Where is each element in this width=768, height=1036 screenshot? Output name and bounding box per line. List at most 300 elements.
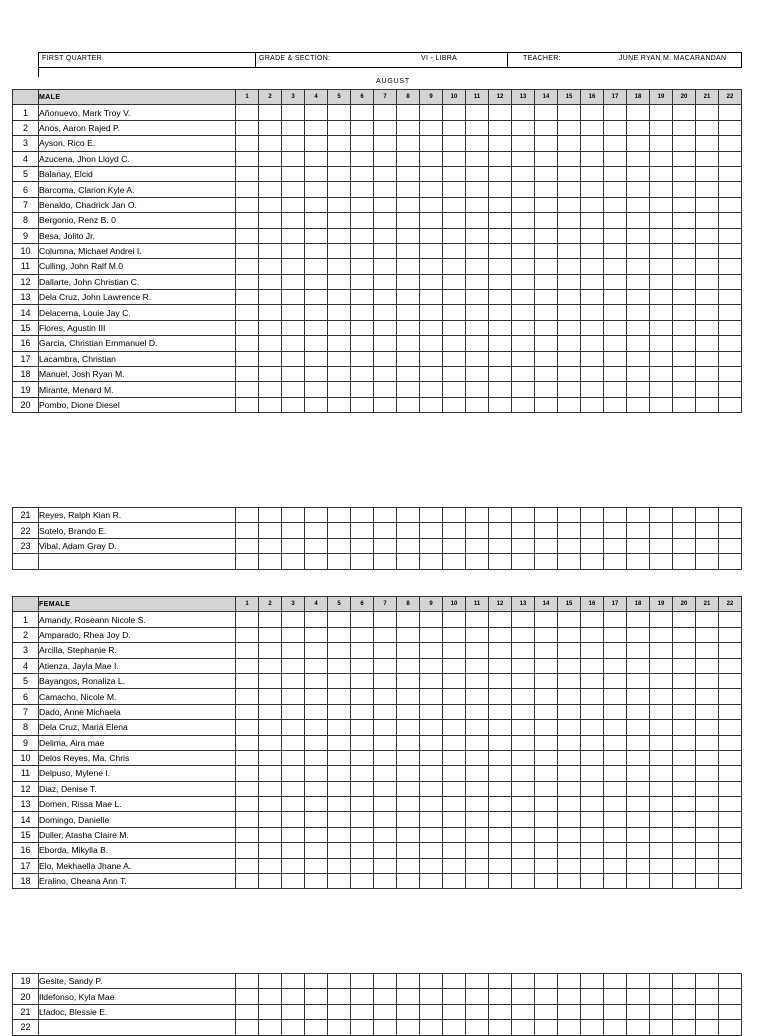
attendance-cell — [305, 290, 328, 305]
student-number: 19 — [13, 974, 39, 989]
attendance-cell — [604, 228, 627, 243]
attendance-cell — [719, 151, 742, 166]
attendance-cell — [581, 336, 604, 351]
attendance-cell — [236, 274, 259, 289]
attendance-cell — [627, 1020, 650, 1035]
attendance-cell — [443, 627, 466, 642]
attendance-cell — [374, 320, 397, 335]
student-name: Atienza, Jayla Mae I. — [39, 658, 236, 673]
attendance-cell — [374, 274, 397, 289]
attendance-cell — [282, 750, 305, 765]
attendance-cell — [604, 105, 627, 120]
day-header: 1 — [236, 90, 259, 105]
attendance-cell — [535, 367, 558, 382]
attendance-cell — [374, 382, 397, 397]
attendance-cell — [443, 673, 466, 688]
attendance-cell — [374, 182, 397, 197]
table-row — [13, 858, 742, 873]
attendance-cell — [512, 120, 535, 135]
attendance-cell — [489, 508, 512, 523]
attendance-cell — [558, 367, 581, 382]
header-divider — [255, 53, 256, 67]
attendance-cell — [581, 228, 604, 243]
student-name: Delos Reyes, Ma. Chris — [39, 750, 236, 765]
attendance-cell — [397, 781, 420, 796]
student-name: Mirante, Menard M. — [39, 382, 236, 397]
day-header: 3 — [282, 597, 305, 612]
attendance-cell — [305, 797, 328, 812]
attendance-cell — [397, 989, 420, 1004]
attendance-cell — [696, 974, 719, 989]
attendance-cell — [581, 1004, 604, 1019]
attendance-cell — [673, 213, 696, 228]
attendance-cell — [650, 105, 673, 120]
attendance-cell — [374, 766, 397, 781]
attendance-cell — [374, 827, 397, 842]
table-row — [13, 720, 742, 735]
attendance-cell — [420, 290, 443, 305]
attendance-cell — [535, 538, 558, 553]
student-name: Balanay, Elcid — [39, 166, 236, 181]
attendance-cell — [420, 704, 443, 719]
student-name: Reyes, Ralph Kian R. — [39, 508, 236, 523]
attendance-cell — [512, 827, 535, 842]
student-number: 12 — [13, 781, 39, 796]
attendance-cell — [650, 151, 673, 166]
attendance-cell — [512, 781, 535, 796]
attendance-cell — [420, 136, 443, 151]
attendance-cell — [466, 874, 489, 889]
attendance-cell — [236, 704, 259, 719]
attendance-cell — [558, 858, 581, 873]
attendance-cell — [719, 336, 742, 351]
table-row — [13, 843, 742, 858]
attendance-cell — [535, 673, 558, 688]
attendance-cell — [558, 305, 581, 320]
day-header: 12 — [489, 597, 512, 612]
attendance-cell — [259, 750, 282, 765]
attendance-cell — [282, 523, 305, 538]
attendance-cell — [650, 1004, 673, 1019]
attendance-cell — [719, 1004, 742, 1019]
day-header: 19 — [650, 90, 673, 105]
attendance-cell — [558, 538, 581, 553]
attendance-cell — [558, 812, 581, 827]
attendance-cell — [604, 735, 627, 750]
attendance-cell — [696, 689, 719, 704]
attendance-cell — [581, 367, 604, 382]
attendance-cell — [581, 766, 604, 781]
table-row — [13, 166, 742, 181]
attendance-cell — [443, 1004, 466, 1019]
attendance-cell — [282, 627, 305, 642]
student-name: Domen, Rissa Mae L. — [39, 797, 236, 812]
attendance-cell — [466, 750, 489, 765]
attendance-cell — [236, 508, 259, 523]
attendance-cell — [627, 554, 650, 569]
attendance-cell — [604, 382, 627, 397]
attendance-cell — [305, 658, 328, 673]
attendance-cell — [282, 243, 305, 258]
attendance-cell — [696, 120, 719, 135]
day-header: 9 — [420, 90, 443, 105]
attendance-cell — [466, 797, 489, 812]
attendance-cell — [489, 397, 512, 412]
attendance-cell — [604, 989, 627, 1004]
attendance-cell — [696, 305, 719, 320]
attendance-cell — [489, 643, 512, 658]
attendance-cell — [719, 735, 742, 750]
attendance-cell — [558, 336, 581, 351]
attendance-cell — [397, 766, 420, 781]
attendance-cell — [604, 320, 627, 335]
attendance-cell — [673, 612, 696, 627]
attendance-cell — [236, 305, 259, 320]
attendance-cell — [236, 336, 259, 351]
attendance-cell — [650, 658, 673, 673]
student-number: 13 — [13, 797, 39, 812]
attendance-cell — [489, 538, 512, 553]
attendance-cell — [627, 320, 650, 335]
attendance-cell — [512, 105, 535, 120]
attendance-cell — [604, 151, 627, 166]
attendance-cell — [512, 197, 535, 212]
attendance-cell — [351, 704, 374, 719]
attendance-cell — [374, 213, 397, 228]
attendance-cell — [466, 105, 489, 120]
attendance-cell — [627, 843, 650, 858]
attendance-cell — [305, 243, 328, 258]
day-header: 11 — [466, 90, 489, 105]
attendance-cell — [259, 320, 282, 335]
attendance-cell — [420, 197, 443, 212]
attendance-cell — [305, 704, 328, 719]
attendance-cell — [397, 508, 420, 523]
attendance-cell — [512, 643, 535, 658]
attendance-cell — [420, 213, 443, 228]
attendance-cell — [259, 554, 282, 569]
attendance-cell — [696, 151, 719, 166]
attendance-cell — [351, 120, 374, 135]
student-name: Manuel, Josh Ryan M. — [39, 367, 236, 382]
day-header: 20 — [673, 90, 696, 105]
attendance-cell — [259, 827, 282, 842]
attendance-cell — [535, 704, 558, 719]
attendance-cell — [512, 797, 535, 812]
attendance-cell — [604, 974, 627, 989]
attendance-cell — [489, 673, 512, 688]
attendance-cell — [604, 720, 627, 735]
attendance-cell — [328, 243, 351, 258]
attendance-cell — [374, 197, 397, 212]
attendance-cell — [581, 989, 604, 1004]
student-number: 2 — [13, 120, 39, 135]
attendance-cell — [558, 673, 581, 688]
attendance-cell — [351, 382, 374, 397]
attendance-cell — [558, 720, 581, 735]
attendance-cell — [604, 197, 627, 212]
attendance-cell — [351, 508, 374, 523]
attendance-cell — [259, 259, 282, 274]
day-header: 22 — [719, 597, 742, 612]
day-header: 11 — [466, 597, 489, 612]
attendance-cell — [236, 320, 259, 335]
attendance-cell — [259, 274, 282, 289]
attendance-cell — [374, 508, 397, 523]
attendance-cell — [443, 336, 466, 351]
attendance-cell — [420, 538, 443, 553]
attendance-cell — [282, 797, 305, 812]
attendance-cell — [259, 290, 282, 305]
attendance-cell — [696, 720, 719, 735]
attendance-cell — [535, 320, 558, 335]
attendance-cell — [719, 974, 742, 989]
attendance-cell — [696, 259, 719, 274]
attendance-cell — [627, 612, 650, 627]
attendance-cell — [466, 228, 489, 243]
attendance-cell — [236, 974, 259, 989]
female-attendance-table — [12, 596, 742, 889]
attendance-cell — [696, 382, 719, 397]
attendance-cell — [443, 1020, 466, 1035]
student-name: Dado, Anne Michaela — [39, 704, 236, 719]
attendance-cell — [351, 974, 374, 989]
attendance-cell — [397, 290, 420, 305]
attendance-cell — [236, 766, 259, 781]
attendance-cell — [236, 213, 259, 228]
attendance-cell — [627, 704, 650, 719]
attendance-cell — [696, 735, 719, 750]
table-row — [13, 989, 742, 1004]
student-number: 13 — [13, 290, 39, 305]
attendance-cell — [328, 689, 351, 704]
attendance-cell — [489, 105, 512, 120]
attendance-cell — [305, 151, 328, 166]
attendance-cell — [351, 643, 374, 658]
table-row — [13, 508, 742, 523]
attendance-cell — [696, 673, 719, 688]
attendance-cell — [420, 259, 443, 274]
attendance-cell — [236, 1020, 259, 1035]
attendance-cell — [443, 812, 466, 827]
table-row — [13, 105, 742, 120]
student-number: 22 — [13, 1020, 39, 1035]
attendance-cell — [259, 136, 282, 151]
attendance-cell — [259, 1020, 282, 1035]
attendance-cell — [489, 382, 512, 397]
attendance-cell — [604, 182, 627, 197]
student-number: 5 — [13, 673, 39, 688]
day-header: 5 — [328, 597, 351, 612]
day-header: 14 — [535, 597, 558, 612]
attendance-cell — [512, 259, 535, 274]
attendance-cell — [420, 1020, 443, 1035]
attendance-cell — [696, 858, 719, 873]
attendance-cell — [696, 228, 719, 243]
attendance-cell — [581, 735, 604, 750]
attendance-cell — [604, 689, 627, 704]
attendance-cell — [397, 673, 420, 688]
attendance-cell — [466, 151, 489, 166]
attendance-cell — [627, 382, 650, 397]
day-header: 15 — [558, 90, 581, 105]
attendance-cell — [489, 974, 512, 989]
attendance-cell — [420, 720, 443, 735]
attendance-cell — [282, 305, 305, 320]
attendance-cell — [673, 812, 696, 827]
attendance-cell — [305, 750, 328, 765]
grade-section-value: VI - LIBRA — [421, 55, 458, 62]
attendance-cell — [397, 797, 420, 812]
attendance-cell — [581, 843, 604, 858]
attendance-cell — [512, 843, 535, 858]
attendance-cell — [719, 105, 742, 120]
attendance-cell — [397, 197, 420, 212]
table-row — [13, 182, 742, 197]
attendance-cell — [627, 673, 650, 688]
attendance-cell — [351, 182, 374, 197]
attendance-cell — [604, 797, 627, 812]
attendance-cell — [604, 538, 627, 553]
student-name — [39, 554, 236, 569]
student-name: Diaz, Denise T. — [39, 781, 236, 796]
attendance-cell — [673, 259, 696, 274]
student-name: Amparado, Rhea Joy D. — [39, 627, 236, 642]
attendance-cell — [489, 197, 512, 212]
attendance-cell — [489, 612, 512, 627]
attendance-cell — [673, 843, 696, 858]
attendance-cell — [673, 554, 696, 569]
attendance-cell — [650, 228, 673, 243]
attendance-cell — [512, 508, 535, 523]
attendance-cell — [696, 704, 719, 719]
attendance-cell — [673, 197, 696, 212]
attendance-cell — [305, 367, 328, 382]
attendance-cell — [581, 750, 604, 765]
attendance-cell — [466, 1004, 489, 1019]
attendance-cell — [489, 1020, 512, 1035]
attendance-cell — [374, 228, 397, 243]
attendance-cell — [696, 843, 719, 858]
attendance-cell — [236, 827, 259, 842]
attendance-cell — [466, 243, 489, 258]
attendance-cell — [443, 397, 466, 412]
student-name: Azucena, Jhon Lloyd C. — [39, 151, 236, 166]
attendance-cell — [581, 812, 604, 827]
attendance-cell — [604, 750, 627, 765]
attendance-cell — [466, 320, 489, 335]
attendance-cell — [282, 874, 305, 889]
attendance-cell — [305, 812, 328, 827]
attendance-cell — [374, 166, 397, 181]
attendance-cell — [282, 120, 305, 135]
attendance-cell — [535, 305, 558, 320]
attendance-cell — [512, 538, 535, 553]
attendance-cell — [397, 827, 420, 842]
attendance-cell — [282, 397, 305, 412]
attendance-cell — [351, 243, 374, 258]
attendance-cell — [236, 797, 259, 812]
attendance-cell — [351, 766, 374, 781]
attendance-cell — [374, 151, 397, 166]
student-number: 18 — [13, 367, 39, 382]
attendance-cell — [466, 397, 489, 412]
attendance-cell — [305, 627, 328, 642]
attendance-cell — [259, 1004, 282, 1019]
attendance-cell — [535, 735, 558, 750]
table-row — [13, 290, 742, 305]
attendance-cell — [282, 612, 305, 627]
attendance-cell — [397, 367, 420, 382]
attendance-cell — [259, 989, 282, 1004]
attendance-cell — [512, 228, 535, 243]
attendance-cell — [650, 689, 673, 704]
attendance-cell — [397, 274, 420, 289]
attendance-cell — [719, 228, 742, 243]
attendance-cell — [719, 689, 742, 704]
attendance-cell — [673, 243, 696, 258]
attendance-cell — [420, 843, 443, 858]
attendance-cell — [351, 274, 374, 289]
day-header: 21 — [696, 90, 719, 105]
attendance-cell — [282, 105, 305, 120]
attendance-cell — [259, 523, 282, 538]
attendance-cell — [489, 367, 512, 382]
attendance-cell — [696, 197, 719, 212]
attendance-cell — [305, 105, 328, 120]
attendance-cell — [581, 290, 604, 305]
attendance-cell — [604, 554, 627, 569]
attendance-cell — [374, 974, 397, 989]
attendance-cell — [512, 182, 535, 197]
attendance-cell — [719, 627, 742, 642]
attendance-cell — [420, 1004, 443, 1019]
student-name: Barcoma, Clarion Kyle A. — [39, 182, 236, 197]
attendance-cell — [328, 812, 351, 827]
attendance-cell — [535, 627, 558, 642]
attendance-cell — [397, 305, 420, 320]
attendance-cell — [581, 627, 604, 642]
attendance-cell — [489, 658, 512, 673]
attendance-cell — [328, 120, 351, 135]
attendance-cell — [489, 843, 512, 858]
attendance-cell — [558, 166, 581, 181]
attendance-cell — [259, 351, 282, 366]
table-row — [13, 797, 742, 812]
attendance-cell — [259, 105, 282, 120]
student-number: 3 — [13, 136, 39, 151]
day-header: 15 — [558, 597, 581, 612]
table-row — [13, 827, 742, 842]
attendance-cell — [282, 151, 305, 166]
attendance-cell — [282, 259, 305, 274]
attendance-cell — [558, 213, 581, 228]
table-row — [13, 750, 742, 765]
attendance-cell — [351, 105, 374, 120]
attendance-cell — [512, 382, 535, 397]
attendance-cell — [397, 627, 420, 642]
attendance-cell — [466, 554, 489, 569]
attendance-cell — [236, 689, 259, 704]
attendance-cell — [328, 136, 351, 151]
student-number: 14 — [13, 305, 39, 320]
student-number: 17 — [13, 351, 39, 366]
attendance-cell — [512, 766, 535, 781]
attendance-cell — [719, 397, 742, 412]
attendance-cell — [236, 858, 259, 873]
attendance-cell — [719, 1020, 742, 1035]
attendance-cell — [650, 508, 673, 523]
